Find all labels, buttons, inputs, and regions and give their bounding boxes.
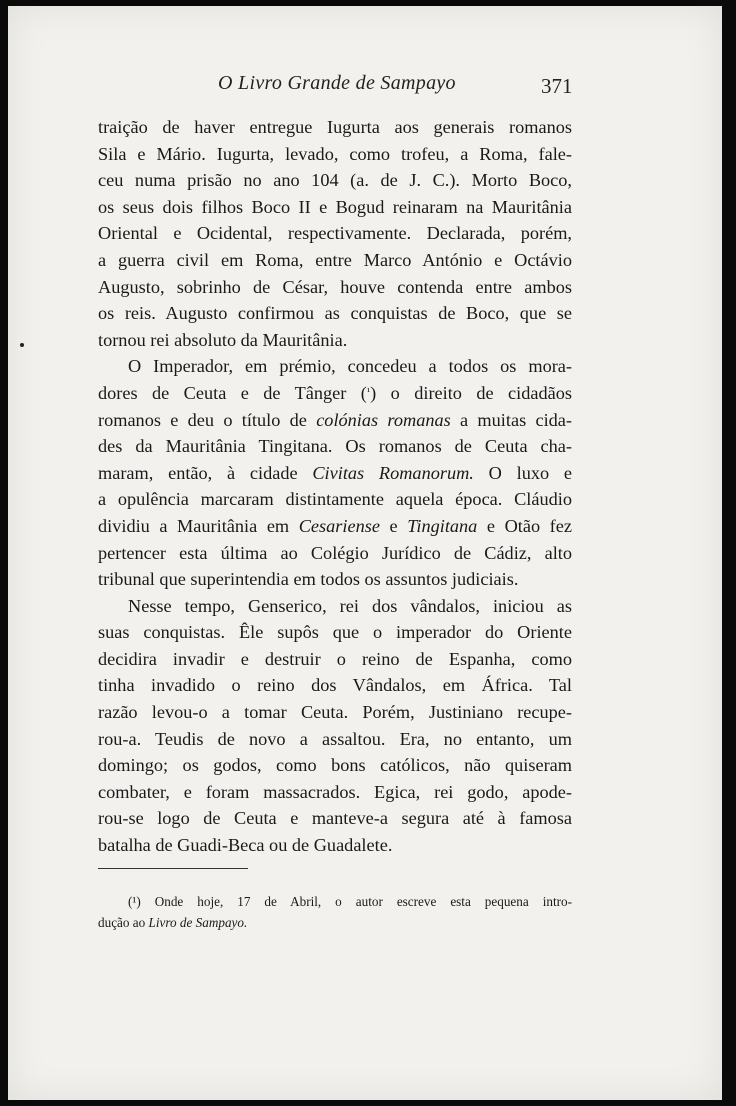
footnote-line bbox=[98, 891, 572, 912]
text-line: Sila e Mário. Iugurta, levado, como trofeu, a Roma, fale- bbox=[98, 143, 572, 164]
text-line: decidira invadir e destruir o reino de Espanha, como bbox=[98, 648, 572, 669]
text-span: e bbox=[379, 515, 408, 536]
text-line: suas conquistas. Êle supôs que o imperador do Oriente bbox=[98, 622, 572, 643]
text-line: Augusto, sobrinho de César, houve contenda entre ambos bbox=[98, 276, 572, 297]
footnote-mark: (¹) bbox=[128, 894, 141, 909]
text-line: des da Mauritânia Tingitana. Os romanos de Ceuta cha- bbox=[98, 436, 572, 457]
text-span: ) o direito de cidadãos bbox=[370, 382, 572, 403]
body-text bbox=[98, 114, 572, 859]
page-header bbox=[8, 72, 722, 102]
paragraph-2 bbox=[98, 353, 572, 592]
text-line: tornou rei absoluto da Mauritânia. bbox=[98, 329, 348, 350]
page-number: 371 bbox=[541, 74, 573, 98]
text-line: domingo; os godos, como bons católicos, não quiseram bbox=[98, 755, 572, 776]
footnote-line bbox=[98, 912, 572, 933]
text-span: a muitas cida- bbox=[450, 409, 573, 430]
text-line: Nesse tempo, Genserico, rei dos vândalos, iniciou as bbox=[128, 595, 572, 616]
text-line: os seus dois filhos Boco II e Bogud reinaram na Mauritânia bbox=[98, 196, 572, 217]
paragraph-1 bbox=[98, 114, 572, 353]
italic-term: Cesariense bbox=[298, 515, 380, 536]
text-span: maram, então, à cidade bbox=[98, 462, 313, 483]
running-title: O Livro Grande de Sampayo bbox=[218, 72, 456, 94]
text-line: O Imperador, em prémio, concedeu a todos os mora- bbox=[128, 356, 572, 377]
text-line: a opulência marcaram distintamente aquela época. Cláudio bbox=[98, 489, 572, 510]
text-line: Oriental e Ocidental, respectivamente. Declarada, porém, bbox=[98, 223, 572, 244]
text-line: ceu numa prisão no ano 104 (a. de J. C.). Morto Boco, bbox=[98, 170, 572, 191]
text-line: tinha invadido o reino dos Vândalos, em África. Tal bbox=[98, 675, 572, 696]
footnote-reference: ¹ bbox=[366, 385, 371, 398]
text-span: dividiu a Mauritânia em bbox=[98, 515, 299, 536]
text-span: Onde hoje, 17 de Abril, o autor escreve esta pequena intro- bbox=[140, 894, 572, 909]
text-line: traição de haver entregue Iugurta aos generais romanos bbox=[98, 117, 572, 137]
text-span: O luxo e bbox=[473, 462, 572, 483]
text-line: batalha de Guadi-Beca ou de Guadalete. bbox=[98, 835, 393, 856]
text-line bbox=[98, 380, 572, 407]
text-span: dores de Ceuta e de Tânger ( bbox=[98, 382, 367, 403]
text-line: os reis. Augusto confirmou as conquistas de Boco, que se bbox=[98, 303, 572, 324]
text-line: rou-se logo de Ceuta e manteve-a segura até à famosa bbox=[98, 808, 572, 829]
ink-speck bbox=[20, 343, 24, 347]
text-line bbox=[98, 407, 572, 434]
text-line: rou-a. Teudis de novo a assaltou. Era, no entanto, um bbox=[98, 728, 572, 749]
text-line: combater, e foram massacrados. Egica, rei godo, apode- bbox=[98, 781, 572, 802]
text-span: dução ao bbox=[98, 915, 149, 930]
italic-term: colónias romanas bbox=[316, 409, 451, 430]
italic-term: Livro de Sampayo. bbox=[148, 915, 248, 930]
italic-term: Tingitana bbox=[407, 515, 478, 536]
text-line: pertencer esta última ao Colégio Jurídico de Cádiz, alto bbox=[98, 542, 572, 563]
italic-term: Civitas Romanorum. bbox=[312, 462, 474, 483]
text-line: razão levou-o a tomar Ceuta. Porém, Justiniano recupe- bbox=[98, 702, 572, 723]
footnote-divider bbox=[98, 868, 248, 869]
text-span: e Otão fez bbox=[477, 515, 572, 536]
book-page bbox=[8, 6, 722, 1100]
text-line: tribunal que superintendia em todos os assuntos judiciais. bbox=[98, 569, 519, 590]
text-line bbox=[98, 513, 572, 540]
footnote bbox=[98, 891, 572, 933]
text-span: romanos e deu o título de bbox=[98, 409, 317, 430]
text-line: a guerra civil em Roma, entre Marco António e Octávio bbox=[98, 249, 572, 270]
paragraph-3 bbox=[98, 593, 572, 859]
text-line bbox=[98, 460, 572, 487]
